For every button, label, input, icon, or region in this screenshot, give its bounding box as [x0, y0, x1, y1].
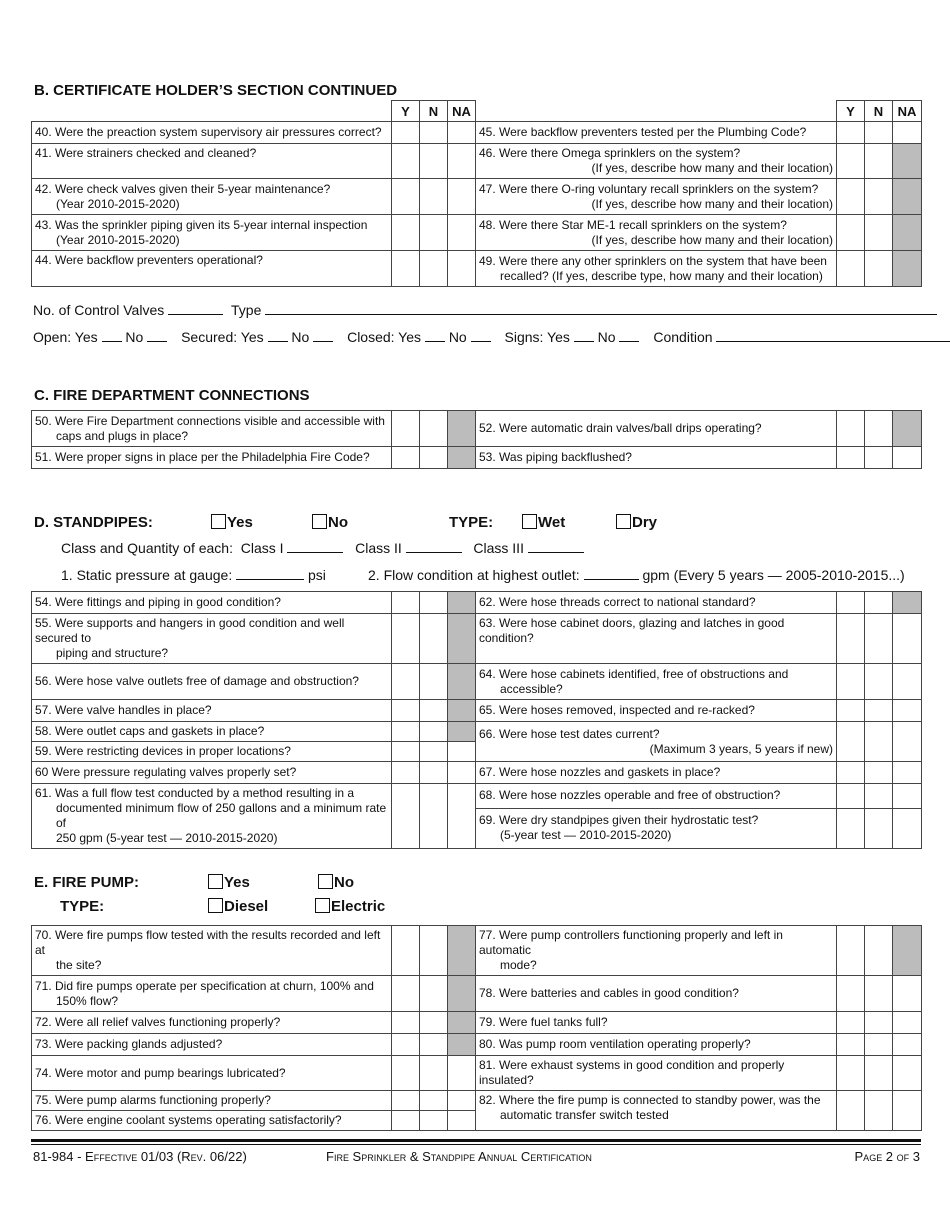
standpipes-yes[interactable]: Yes — [211, 514, 253, 531]
question-54: 54. Were fittings and piping in good condition? — [32, 592, 392, 614]
fire-pump-yes[interactable]: Yes — [208, 874, 250, 891]
answer-cell-na[interactable] — [893, 1056, 922, 1091]
secured-yes-input[interactable] — [268, 328, 288, 342]
checkbox[interactable] — [208, 898, 223, 913]
answer-cell-na[interactable] — [893, 614, 922, 664]
answer-cell-na-shaded — [448, 1034, 476, 1056]
question-56: 56. Were hose valve outlets free of damage and obstruction? — [32, 664, 392, 700]
answer-cell-n[interactable] — [865, 122, 893, 144]
answer-cell-na[interactable] — [893, 1034, 922, 1056]
answer-cell-y[interactable] — [837, 808, 865, 848]
answer-cell-n[interactable] — [865, 722, 893, 762]
answer-cell-na-shaded — [448, 722, 476, 742]
answer-cell-y[interactable] — [392, 722, 420, 742]
answer-cell-na[interactable] — [448, 122, 476, 144]
answer-cell-na[interactable] — [893, 447, 922, 469]
answer-cell-y[interactable] — [837, 1034, 865, 1056]
checkbox[interactable] — [616, 514, 631, 529]
answer-cell-y[interactable] — [837, 122, 865, 144]
section-e-table — [31, 925, 922, 1131]
question-78: 78. Were batteries and cables in good condition? — [476, 976, 837, 1012]
answer-cell-n[interactable] — [865, 1012, 893, 1034]
static-pressure-line: 1. Static pressure at gauge: psi — [61, 567, 326, 583]
question-75: 75. Were pump alarms functioning properly? — [32, 1091, 392, 1111]
answer-cell-n[interactable] — [420, 762, 448, 784]
class-2-input[interactable] — [406, 539, 462, 553]
section-b-table — [31, 100, 922, 287]
answer-cell-y[interactable] — [837, 215, 865, 251]
answer-cell-n[interactable] — [420, 215, 448, 251]
type-electric[interactable]: Electric — [315, 898, 385, 915]
question-51: 51. Were proper signs in place per the Philadelphia Fire Code? — [32, 447, 392, 469]
answer-cell-na[interactable] — [893, 122, 922, 144]
standpipe-type-label: TYPE: — [449, 514, 494, 531]
answer-cell-y[interactable] — [392, 251, 420, 287]
valve-type-input[interactable] — [265, 301, 937, 315]
header-y: Y — [837, 101, 865, 122]
answer-cell-y[interactable] — [392, 1111, 420, 1131]
question-76: 76. Were engine coolant systems operating satisfactorily? — [32, 1111, 392, 1131]
answer-cell-na[interactable] — [448, 742, 476, 762]
answer-cell-y[interactable] — [392, 1056, 420, 1091]
question-67: 67. Were hose nozzles and gaskets in place? — [476, 762, 837, 784]
answer-cell-y[interactable] — [837, 614, 865, 664]
answer-cell-n[interactable] — [420, 1056, 448, 1091]
open-no-input[interactable] — [147, 328, 167, 342]
open-yes-input[interactable] — [102, 328, 122, 342]
answer-cell-na[interactable] — [893, 700, 922, 722]
form-number: 81-984 - Effective 01/03 (Rev. 06/22) — [33, 1149, 247, 1164]
section-d-title: D. STANDPIPES: — [34, 514, 153, 531]
closed-yes-input[interactable] — [425, 328, 445, 342]
answer-cell-na[interactable] — [893, 784, 922, 809]
question-58: 58. Were outlet caps and gaskets in place? — [32, 722, 392, 742]
question-82: 82. Where the fire pump is connected to standby power, was the automatic transfer switch tested — [476, 1091, 837, 1131]
answer-cell-y[interactable] — [392, 664, 420, 700]
answer-cell-y[interactable] — [837, 784, 865, 809]
answer-cell-na[interactable] — [893, 1091, 922, 1131]
answer-cell-y[interactable] — [392, 976, 420, 1012]
section-d-table — [31, 591, 922, 849]
answer-cell-na-shaded — [448, 447, 476, 469]
answer-cell-n[interactable] — [865, 700, 893, 722]
class-quantity-line: Class and Quantity of each: Class I Class II Class III — [61, 539, 584, 556]
answer-cell-na[interactable] — [448, 1056, 476, 1091]
answer-cell-y[interactable] — [392, 447, 420, 469]
answer-cell-n[interactable] — [865, 784, 893, 809]
answer-cell-na-shaded — [448, 976, 476, 1012]
question-49: 49. Were there any other sprinklers on the system that have been recalled? (If yes, describe type, how many and their location) — [476, 251, 837, 287]
answer-cell-y[interactable] — [392, 122, 420, 144]
answer-cell-y[interactable] — [837, 447, 865, 469]
answer-cell-y[interactable] — [837, 700, 865, 722]
answer-cell-n[interactable] — [865, 447, 893, 469]
section-c-title: C. FIRE DEPARTMENT CONNECTIONS — [34, 387, 310, 404]
answer-cell-na-shaded — [448, 614, 476, 664]
checkbox[interactable] — [522, 514, 537, 529]
class-3-input[interactable] — [528, 539, 584, 553]
answer-cell-n[interactable] — [865, 144, 893, 179]
question-61: 61. Was a full flow test conducted by a method resulting in a documented minimum flow of 250 gallons and a minimum rate of 250 gpm (5-year test — 2010-2015-2020) — [32, 784, 392, 849]
question-63: 63. Were hose cabinet doors, glazing and latches in good condition? — [476, 614, 837, 664]
question-60: 60 Were pressure regulating valves properly set? — [32, 762, 392, 784]
question-64: 64. Were hose cabinets identified, free of obstructions and accessible? — [476, 664, 837, 700]
answer-cell-n[interactable] — [420, 700, 448, 722]
answer-cell-y[interactable] — [392, 592, 420, 614]
answer-cell-n[interactable] — [865, 976, 893, 1012]
question-48: 48. Were there Star ME-1 recall sprinklers on the system? (If yes, describe how many and their location) — [476, 215, 837, 251]
answer-cell-n[interactable] — [420, 722, 448, 742]
answer-cell-n[interactable] — [420, 1091, 448, 1111]
flow-input[interactable] — [584, 566, 639, 580]
answer-cell-n[interactable] — [420, 614, 448, 664]
question-46: 46. Were there Omega sprinklers on the system? (If yes, describe how many and their location) — [476, 144, 837, 179]
answer-cell-n[interactable] — [865, 411, 893, 447]
answer-cell-n[interactable] — [420, 179, 448, 215]
answer-cell-n[interactable] — [420, 411, 448, 447]
answer-cell-y[interactable] — [837, 1012, 865, 1034]
answer-cell-n[interactable] — [865, 1056, 893, 1091]
question-40: 40. Were the preaction system supervisory air pressures correct? — [32, 122, 392, 144]
header-n: N — [420, 101, 448, 122]
checkbox[interactable] — [312, 514, 327, 529]
answer-cell-na-shaded — [893, 215, 922, 251]
checkbox[interactable] — [318, 874, 333, 889]
answer-cell-y[interactable] — [837, 592, 865, 614]
question-52: 52. Were automatic drain valves/ball drips operating? — [476, 411, 837, 447]
answer-cell-y[interactable] — [392, 411, 420, 447]
answer-cell-y[interactable] — [392, 1034, 420, 1056]
page-number: Page 2 of 3 — [854, 1149, 920, 1164]
answer-cell-n[interactable] — [865, 1034, 893, 1056]
question-59: 59. Were restricting devices in proper locations? — [32, 742, 392, 762]
type-wet[interactable]: Wet — [522, 514, 565, 531]
answer-cell-y[interactable] — [837, 762, 865, 784]
standpipes-no[interactable]: No — [312, 514, 348, 531]
answer-cell-n[interactable] — [420, 926, 448, 976]
answer-cell-na-shaded — [448, 926, 476, 976]
answer-cell-na[interactable] — [893, 664, 922, 700]
question-69: 69. Were dry standpipes given their hydrostatic test? (5-year test — 2010-2015-2020) — [476, 808, 837, 848]
question-65: 65. Were hoses removed, inspected and re-racked? — [476, 700, 837, 722]
answer-cell-na[interactable] — [893, 976, 922, 1012]
answer-cell-n[interactable] — [420, 447, 448, 469]
header-y: Y — [392, 101, 420, 122]
answer-cell-n[interactable] — [865, 808, 893, 848]
answer-cell-y[interactable] — [837, 664, 865, 700]
answer-cell-n[interactable] — [865, 762, 893, 784]
answer-cell-y[interactable] — [837, 1056, 865, 1091]
answer-cell-na-shaded — [448, 664, 476, 700]
answer-cell-na-shaded — [448, 1012, 476, 1034]
answer-cell-na[interactable] — [448, 215, 476, 251]
answer-cell-na[interactable] — [448, 144, 476, 179]
answer-cell-n[interactable] — [865, 664, 893, 700]
answer-cell-na-shaded — [448, 411, 476, 447]
answer-cell-n[interactable] — [420, 742, 448, 762]
header-n: N — [865, 101, 893, 122]
question-80: 80. Was pump room ventilation operating properly? — [476, 1034, 837, 1056]
answer-cell-na[interactable] — [893, 1012, 922, 1034]
answer-cell-n[interactable] — [865, 1091, 893, 1131]
question-79: 79. Were fuel tanks full? — [476, 1012, 837, 1034]
signs-yes-input[interactable] — [574, 328, 594, 342]
answer-cell-y[interactable] — [392, 1091, 420, 1111]
answer-cell-n[interactable] — [420, 1111, 448, 1131]
question-74: 74. Were motor and pump bearings lubricated? — [32, 1056, 392, 1091]
answer-cell-y[interactable] — [837, 251, 865, 287]
question-41: 41. Were strainers checked and cleaned? — [32, 144, 392, 179]
question-77: 77. Were pump controllers functioning properly and left in automatic mode? — [476, 926, 837, 976]
question-44: 44. Were backflow preventers operational? — [32, 251, 392, 287]
secured-no-input[interactable] — [313, 328, 333, 342]
question-71: 71. Did fire pumps operate per specification at churn, 100% and 150% flow? — [32, 976, 392, 1012]
answer-cell-na[interactable] — [893, 762, 922, 784]
answer-cell-n[interactable] — [420, 784, 448, 849]
question-47: 47. Were there O-ring voluntary recall sprinklers on the system? (If yes, describe how many and their location) — [476, 179, 837, 215]
question-73: 73. Were packing glands adjusted? — [32, 1034, 392, 1056]
header-na: NA — [893, 101, 922, 122]
type-diesel[interactable]: Diesel — [208, 898, 268, 915]
answer-cell-na-shaded — [893, 144, 922, 179]
answer-cell-na-shaded — [893, 592, 922, 614]
question-72: 72. Were all relief valves functioning properly? — [32, 1012, 392, 1034]
answer-cell-n[interactable] — [865, 215, 893, 251]
answer-cell-n[interactable] — [865, 592, 893, 614]
answer-cell-y[interactable] — [392, 742, 420, 762]
question-55: 55. Were supports and hangers in good condition and well secured to piping and structure? — [32, 614, 392, 664]
answer-cell-y[interactable] — [837, 144, 865, 179]
answer-cell-y[interactable] — [837, 179, 865, 215]
answer-cell-y[interactable] — [837, 722, 865, 762]
answer-cell-y[interactable] — [392, 179, 420, 215]
answer-cell-y[interactable] — [392, 762, 420, 784]
question-81: 81. Were exhaust systems in good condition and properly insulated? — [476, 1056, 837, 1091]
answer-cell-n[interactable] — [420, 251, 448, 287]
header-na: NA — [448, 101, 476, 122]
answer-cell-na-shaded — [893, 411, 922, 447]
answer-cell-y[interactable] — [392, 1012, 420, 1034]
answer-cell-n[interactable] — [420, 592, 448, 614]
answer-cell-na[interactable] — [893, 722, 922, 762]
answer-cell-y[interactable] — [392, 926, 420, 976]
section-e-title: E. FIRE PUMP: — [34, 874, 140, 891]
type-dry[interactable]: Dry — [616, 514, 657, 531]
answer-cell-y[interactable] — [392, 144, 420, 179]
valve-status-line: Open: Yes No Secured: Yes No Closed: Yes No Signs: Yes No Condition — [33, 328, 950, 345]
footer-rule — [31, 1139, 921, 1142]
condition-input[interactable] — [716, 328, 950, 342]
answer-cell-y[interactable] — [837, 1091, 865, 1131]
class-1-input[interactable] — [287, 539, 343, 553]
answer-cell-na[interactable] — [448, 251, 476, 287]
answer-cell-n[interactable] — [865, 179, 893, 215]
answer-cell-y[interactable] — [392, 700, 420, 722]
answer-cell-na[interactable] — [448, 784, 476, 849]
checkbox[interactable] — [211, 514, 226, 529]
answer-cell-y[interactable] — [392, 784, 420, 849]
answer-cell-na-shaded — [893, 179, 922, 215]
answer-cell-na-shaded — [893, 926, 922, 976]
answer-cell-na[interactable] — [448, 179, 476, 215]
answer-cell-n[interactable] — [420, 144, 448, 179]
question-50: 50. Were Fire Department connections visible and accessible with caps and plugs in place? — [32, 411, 392, 447]
answer-cell-na[interactable] — [448, 762, 476, 784]
answer-cell-y[interactable] — [392, 215, 420, 251]
control-valves-input[interactable] — [168, 301, 223, 315]
question-70: 70. Were fire pumps flow tested with the results recorded and left at the site? — [32, 926, 392, 976]
answer-cell-n[interactable] — [865, 926, 893, 976]
answer-cell-na[interactable] — [448, 1111, 476, 1131]
footer-rule — [31, 1144, 921, 1145]
question-62: 62. Were hose threads correct to national standard? — [476, 592, 837, 614]
answer-cell-n[interactable] — [865, 251, 893, 287]
question-45: 45. Were backflow preventers tested per the Plumbing Code? — [476, 122, 837, 144]
answer-cell-na-shaded — [448, 700, 476, 722]
fire-pump-no[interactable]: No — [318, 874, 354, 891]
answer-cell-n[interactable] — [420, 976, 448, 1012]
answer-cell-y[interactable] — [837, 976, 865, 1012]
section-c-table — [31, 410, 922, 469]
control-valves-line: No. of Control Valves Type — [33, 301, 937, 318]
question-42: 42. Were check valves given their 5-year maintenance? (Year 2010-2015-2020) — [32, 179, 392, 215]
answer-cell-n[interactable] — [420, 1012, 448, 1034]
question-66: 66. Were hose test dates current? (Maximum 3 years, 5 years if new) — [476, 722, 837, 762]
section-b-title: B. CERTIFICATE HOLDER’S SECTION CONTINUED — [34, 82, 398, 99]
checkbox[interactable] — [208, 874, 223, 889]
flow-condition-line: 2. Flow condition at highest outlet: gpm (Every 5 years — 2005-2010-2015...) — [368, 567, 905, 583]
answer-cell-y[interactable] — [392, 614, 420, 664]
answer-cell-n[interactable] — [420, 664, 448, 700]
answer-cell-na-shaded — [893, 251, 922, 287]
answer-cell-n[interactable] — [420, 122, 448, 144]
answer-cell-n[interactable] — [865, 614, 893, 664]
static-pressure-input[interactable] — [236, 566, 304, 580]
question-53: 53. Was piping backflushed? — [476, 447, 837, 469]
signs-no-input[interactable] — [619, 328, 639, 342]
answer-cell-n[interactable] — [420, 1034, 448, 1056]
answer-cell-na[interactable] — [893, 808, 922, 848]
answer-cell-na-shaded — [448, 592, 476, 614]
checkbox[interactable] — [315, 898, 330, 913]
question-57: 57. Were valve handles in place? — [32, 700, 392, 722]
form-title: Fire Sprinkler & Standpipe Annual Certification — [326, 1149, 592, 1164]
pump-type-label: TYPE: — [60, 898, 105, 915]
closed-no-input[interactable] — [471, 328, 491, 342]
question-43: 43. Was the sprinkler piping given its 5-year internal inspection (Year 2010-2015-2020) — [32, 215, 392, 251]
question-68: 68. Were hose nozzles operable and free of obstruction? — [476, 784, 837, 809]
answer-cell-y[interactable] — [837, 926, 865, 976]
answer-cell-na[interactable] — [448, 1091, 476, 1111]
answer-cell-y[interactable] — [837, 411, 865, 447]
